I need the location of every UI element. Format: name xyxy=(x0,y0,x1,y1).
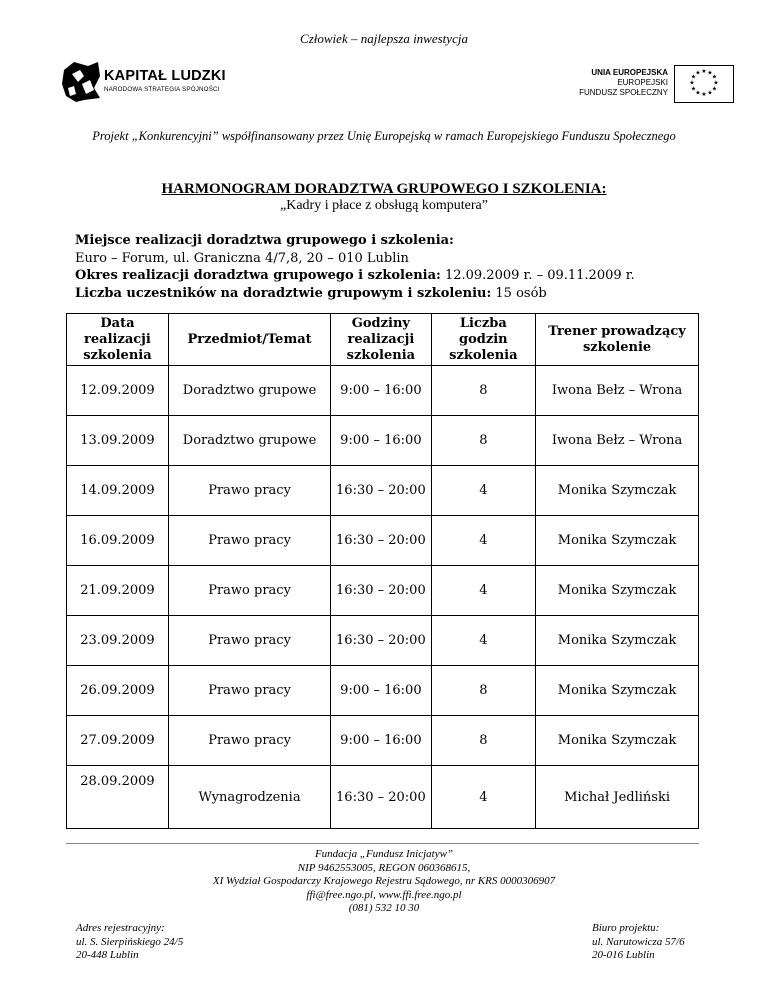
eu-logo-line2: EUROPEJSKI xyxy=(617,78,668,87)
cell-hour-count: 4 xyxy=(431,616,536,666)
page-slogan: Człowiek – najlepsza inwestycja xyxy=(300,31,468,46)
svg-text:★: ★ xyxy=(713,79,719,87)
cell-hour-count: 8 xyxy=(431,716,536,766)
cell-hour-count: 4 xyxy=(431,766,536,829)
eu-logo-line3: FUNDUSZ SPOŁECZNY xyxy=(579,88,668,97)
cell-date: 23.09.2009 xyxy=(67,616,169,666)
table-row xyxy=(67,666,699,716)
info-block xyxy=(75,232,635,302)
kapital-ludzki-subtitle: NARODOWA STRATEGIA SPÓJNOŚCI xyxy=(104,86,220,93)
cell-hours: 16:30 – 20:00 xyxy=(331,466,431,516)
cell-hour-count: 4 xyxy=(431,516,536,566)
cell-date: 14.09.2009 xyxy=(67,466,169,516)
svg-text:★: ★ xyxy=(701,91,707,98)
cell-hours: 16:30 – 20:00 xyxy=(331,766,431,829)
place-label: Miejsce realizacji doradztwa grupowego i szkolenia: xyxy=(75,233,454,248)
footer-project-office xyxy=(592,922,685,963)
header-hour-count: Liczba godzin szkolenia xyxy=(431,314,536,366)
cell-subject: Wynagrodzenia xyxy=(168,766,330,829)
svg-text:★: ★ xyxy=(711,85,718,93)
footer-line: (081) 532 10 30 xyxy=(348,902,420,914)
period-label: Okres realizacji doradztwa grupowego i szkolenia: xyxy=(75,268,441,283)
cell-hour-count: 8 xyxy=(431,416,536,466)
footer-line: Adres rejestracyjny: xyxy=(76,922,165,934)
cell-subject: Prawo pracy xyxy=(168,566,330,616)
svg-text:★: ★ xyxy=(689,79,695,87)
svg-text:★: ★ xyxy=(707,69,713,77)
place-value: Euro – Forum, ul. Graniczna 4/7,8, 20 – 010 Lublin xyxy=(75,250,409,266)
kapital-ludzki-logo xyxy=(62,62,242,102)
svg-text:★: ★ xyxy=(690,73,697,81)
cell-hours: 9:00 – 16:00 xyxy=(331,666,431,716)
footer-line: Biuro projektu: xyxy=(592,922,660,934)
cell-hours: 9:00 – 16:00 xyxy=(331,366,431,416)
cell-hours: 9:00 – 16:00 xyxy=(331,416,431,466)
footer-divider xyxy=(66,843,699,844)
footer-line: ffi@free.ngo.pl, www.ffi.free.ngo.pl xyxy=(306,888,462,901)
cell-subject: Prawo pracy xyxy=(168,466,330,516)
schedule-table xyxy=(66,313,699,829)
svg-text:★: ★ xyxy=(707,89,713,97)
header-subject: Przedmiot/Temat xyxy=(168,314,330,366)
footer-line: NIP 9462553005, REGON 060368615, xyxy=(297,861,471,874)
cell-date: 13.09.2009 xyxy=(67,416,169,466)
cell-hours: 16:30 – 20:00 xyxy=(331,516,431,566)
participants-label: Liczba uczestników na doradztwie grupowym i szkoleniu: xyxy=(75,285,492,301)
table-row xyxy=(67,716,699,766)
cell-date: 21.09.2009 xyxy=(67,566,169,616)
cell-subject: Prawo pracy xyxy=(168,716,330,766)
header-hours: Godziny realizacji szkolenia xyxy=(331,314,431,366)
cell-date: 16.09.2009 xyxy=(67,516,169,566)
table-row xyxy=(67,416,699,466)
cell-hour-count: 8 xyxy=(431,666,536,716)
header-trainer: Trener prowadzący szkolenie xyxy=(536,314,699,366)
cell-trainer: Iwona Bełz – Wrona xyxy=(536,366,699,416)
svg-text:★: ★ xyxy=(690,85,697,93)
cell-subject: Prawo pracy xyxy=(168,516,330,566)
cell-hour-count: 4 xyxy=(431,466,536,516)
cell-hours: 16:30 – 20:00 xyxy=(331,566,431,616)
cell-hour-count: 8 xyxy=(431,366,536,416)
footer-line: Fundacja „Fundusz Inicjatyw” xyxy=(314,848,454,860)
cell-trainer: Monika Szymczak xyxy=(536,566,699,616)
header-date: Data realizacji szkolenia xyxy=(67,314,169,366)
footer-foundation-info xyxy=(0,848,768,916)
project-line: Projekt „Konkurencyjni” współfinansowany przez Unię Europejską w ramach Europejskiego Funduszu Społecznego xyxy=(92,129,676,143)
footer-line: ul. Narutowicza 57/6 xyxy=(592,935,685,948)
footer-line: XI Wydział Gospodarczy Krajowego Rejestru Sądowego, nr KRS 0000306907 xyxy=(212,875,556,887)
cell-trainer: Monika Szymczak xyxy=(536,716,699,766)
footer-line: 20-448 Lublin xyxy=(76,949,139,961)
cell-trainer: Monika Szymczak xyxy=(536,666,699,716)
cell-trainer: Monika Szymczak xyxy=(536,616,699,666)
svg-text:★: ★ xyxy=(695,89,701,97)
eu-logo-line1: UNIA EUROPEJSKA xyxy=(591,68,668,77)
table-row xyxy=(67,466,699,516)
table-row xyxy=(67,366,699,416)
cell-date: 26.09.2009 xyxy=(67,666,169,716)
cell-hours: 9:00 – 16:00 xyxy=(331,716,431,766)
cell-date: 27.09.2009 xyxy=(67,716,169,766)
cell-subject: Doradztwo grupowe xyxy=(168,416,330,466)
cell-date: 12.09.2009 xyxy=(67,366,169,416)
cell-subject: Prawo pracy xyxy=(168,616,330,666)
participants-value: 15 osób xyxy=(491,285,547,301)
period-line xyxy=(75,267,635,285)
kapital-ludzki-title: KAPITAŁ LUDZKI xyxy=(104,68,226,84)
cell-subject: Doradztwo grupowe xyxy=(168,366,330,416)
place-label-line xyxy=(75,232,635,250)
cell-trainer: Iwona Bełz – Wrona xyxy=(536,416,699,466)
table-row xyxy=(67,566,699,616)
eu-flag-icon xyxy=(674,65,734,103)
eu-logo xyxy=(578,65,738,105)
cell-trainer: Michał Jedliński xyxy=(536,766,699,829)
cell-trainer: Monika Szymczak xyxy=(536,516,699,566)
page-title: HARMONOGRAM DORADZTWA GRUPOWEGO I SZKOLENIA: xyxy=(161,181,607,197)
svg-text:★: ★ xyxy=(701,68,707,75)
table-row xyxy=(67,766,699,829)
cell-hour-count: 4 xyxy=(431,566,536,616)
table-row xyxy=(67,516,699,566)
footer-line: 20-016 Lublin xyxy=(592,949,655,961)
svg-text:★: ★ xyxy=(695,69,701,77)
footer-registered-address xyxy=(76,922,183,963)
cell-date: 28.09.2009 xyxy=(67,766,169,829)
table-row xyxy=(67,616,699,666)
participants-line xyxy=(75,285,635,303)
eu-logo-text xyxy=(579,68,668,98)
period-value: 12.09.2009 r. – 09.11.2009 r. xyxy=(440,268,635,283)
kapital-ludzki-emblem-icon xyxy=(62,62,102,102)
page-subtitle: „Kadry i płace z obsługą komputera” xyxy=(280,198,488,213)
cell-subject: Prawo pracy xyxy=(168,666,330,716)
table-header-row xyxy=(67,314,699,366)
footer-line: ul. S. Sierpińskiego 24/5 xyxy=(76,935,184,948)
svg-text:★: ★ xyxy=(711,73,718,81)
cell-trainer: Monika Szymczak xyxy=(536,466,699,516)
cell-hours: 16:30 – 20:00 xyxy=(331,616,431,666)
